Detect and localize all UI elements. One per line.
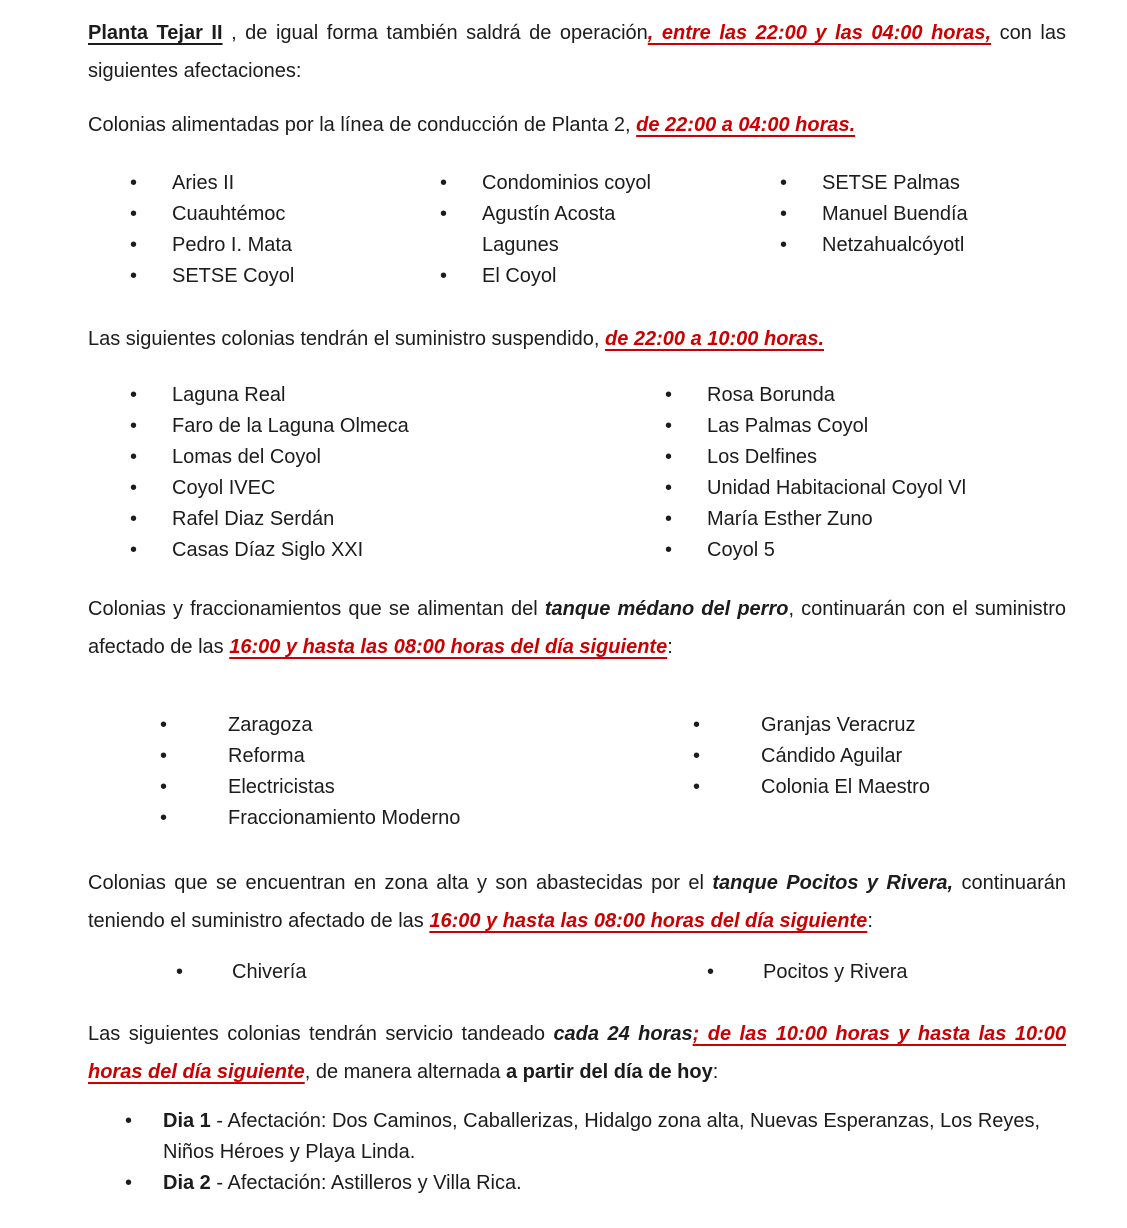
bullet-list-medano-colonias [160, 710, 1066, 834]
colonia-name: Lomas del Coyol [172, 446, 321, 468]
tandeado-text-mid: , de manera alternada [304, 1061, 506, 1083]
intro-time-range: , entre las 22:00 y las 04:00 horas, [647, 22, 992, 44]
bullet-icon: • [440, 265, 448, 287]
linea-text: Colonias alimentadas por la línea de conducción de Planta 2, [88, 114, 637, 136]
bullet-icon: • [176, 961, 184, 983]
bullet-icon: • [160, 745, 168, 767]
list2-column-1 [130, 380, 665, 566]
tandeado-start-note: a partir del día de hoy [505, 1061, 713, 1083]
list-item [160, 710, 693, 741]
list3-column-2 [693, 710, 1066, 803]
list-item [130, 230, 440, 261]
day-colonias: - Afectación: Dos Caminos, Caballerizas, Hidalgo zona alta, Nuevas Esperanzas, Los Reyes, Niños Héroes y Playa Linda. [163, 1110, 1041, 1163]
intro-text-tail: con las siguientes afectaciones: [88, 22, 1066, 82]
paragraph-intro [88, 14, 1066, 90]
colonia-name: Manuel Buendía [822, 203, 968, 225]
colonia-name: Rosa Borunda [707, 384, 835, 406]
colonia-name: Cuauhtémoc [172, 203, 286, 225]
plant-name-heading: Planta Tejar II [88, 22, 223, 44]
list-item [665, 380, 1066, 411]
paragraph-suministro-suspendido [88, 320, 1066, 358]
bullet-icon: • [130, 508, 138, 530]
list-item [665, 504, 1066, 535]
colonia-name: Pocitos y Rivera [763, 961, 908, 983]
colonia-name: Granjas Veracruz [761, 714, 916, 736]
tandeado-time-range: ; de las 10:00 horas y hasta las 10:00 horas del día siguiente [88, 1023, 1066, 1083]
bullet-list-planta2-colonias [130, 168, 1066, 292]
colonia-name: Chivería [232, 961, 307, 983]
list-item [176, 957, 707, 988]
bullet-icon: • [707, 961, 715, 983]
day-colonias: - Afectación: Astilleros y Villa Rica. [210, 1172, 522, 1194]
list-item [440, 168, 780, 199]
bullet-list-dias [125, 1106, 1066, 1199]
list-item [160, 772, 693, 803]
list-item [780, 199, 1066, 230]
colonia-name: Coyol IVEC [172, 477, 276, 499]
bullet-list-suspendido-colonias [130, 380, 1066, 566]
list-item [780, 168, 1066, 199]
bullet-icon: • [130, 384, 138, 406]
bullet-icon: • [665, 415, 673, 437]
list-item [160, 803, 693, 834]
colonia-name: Rafel Diaz Serdán [172, 508, 335, 530]
list-item [665, 442, 1066, 473]
list-item [665, 473, 1066, 504]
list3-column-1 [160, 710, 693, 834]
bullet-icon: • [665, 477, 673, 499]
list-item [130, 380, 665, 411]
colonia-name: Colonia El Maestro [761, 776, 930, 798]
list1-column-2 [440, 168, 780, 292]
day-label: Dia 2 [163, 1172, 211, 1194]
medano-colon: : [667, 636, 673, 658]
medano-text: Colonias y fraccionamientos que se alimentan del [88, 598, 545, 620]
list4-column-2 [707, 957, 1066, 988]
colonia-name: Unidad Habitacional Coyol Vl [707, 477, 967, 499]
colonia-name: Faro de la Laguna Olmeca [172, 415, 409, 437]
pocitos-text: Colonias que se encuentran en zona alta y son abastecidas por el [88, 872, 713, 894]
list-item [130, 473, 665, 504]
list-item [130, 535, 665, 566]
colonia-name: Pedro I. Mata [172, 234, 293, 256]
bullet-icon: • [160, 807, 168, 829]
bullet-icon: • [160, 776, 168, 798]
colonia-name: Netzahualcóyotl [822, 234, 965, 256]
bullet-icon: • [130, 172, 138, 194]
medano-text-mid: , continuarán con el suministro afectado de las [88, 598, 1066, 658]
day-list-item [125, 1168, 1066, 1199]
list1-column-1 [130, 168, 440, 292]
pocitos-colon: : [867, 910, 873, 932]
colonia-name: Laguna Real [172, 384, 286, 406]
paragraph-tanque-medano [88, 590, 1066, 666]
colonia-name: Casas Díaz Siglo XXI [172, 539, 364, 561]
bullet-icon: • [130, 539, 138, 561]
day-affectation [163, 1168, 522, 1199]
list-item [665, 411, 1066, 442]
bullet-icon: • [125, 1110, 133, 1132]
bullet-icon: • [130, 446, 138, 468]
list-item [130, 168, 440, 199]
colonia-name: SETSE Coyol [172, 265, 295, 287]
list-item [160, 741, 693, 772]
list1-column-3 [780, 168, 1066, 261]
list-item [440, 199, 780, 261]
day-affectation [163, 1106, 1066, 1168]
bullet-icon: • [665, 508, 673, 530]
colonia-name: Cándido Aguilar [761, 745, 903, 767]
bullet-icon: • [780, 172, 788, 194]
medano-time-range: 16:00 y hasta las 08:00 horas del día siguiente [229, 636, 668, 658]
bullet-icon: • [130, 234, 138, 256]
list2-column-2 [665, 380, 1066, 566]
colonia-name: El Coyol [482, 265, 557, 287]
bullet-icon: • [130, 203, 138, 225]
bullet-icon: • [440, 203, 448, 225]
colonia-name: Agustín Acosta Lagunes [482, 203, 616, 256]
colonia-name: Reforma [228, 745, 305, 767]
linea-time-range: de 22:00 a 04:00 horas. [636, 114, 856, 136]
colonia-name: Zaragoza [228, 714, 313, 736]
list-item [130, 261, 440, 292]
list4-column-1 [176, 957, 707, 988]
list-item [665, 535, 1066, 566]
pocitos-tank-name: tanque Pocitos y Rivera, [712, 872, 954, 894]
tandeado-colon: : [712, 1061, 719, 1083]
paragraph-linea-conduccion [88, 106, 1066, 144]
list-item [440, 261, 780, 292]
pocitos-text-mid: continuarán teniendo el suministro afectado de las [88, 872, 1067, 932]
suspendido-time-range: de 22:00 a 10:00 horas. [604, 328, 824, 350]
bullet-icon: • [130, 415, 138, 437]
bullet-icon: • [665, 539, 673, 561]
colonia-name: SETSE Palmas [822, 172, 960, 194]
paragraph-tanque-pocitos [88, 864, 1066, 940]
day-list-item [125, 1106, 1066, 1168]
list-item [130, 442, 665, 473]
pocitos-time-range: 16:00 y hasta las 08:00 horas del día siguiente [429, 910, 868, 932]
list-item [130, 504, 665, 535]
bullet-icon: • [665, 446, 673, 468]
colonia-name: Aries II [172, 172, 235, 194]
bullet-icon: • [130, 265, 138, 287]
bullet-list-pocitos-colonias [176, 957, 1066, 988]
colonia-name: Las Palmas Coyol [707, 415, 869, 437]
paragraph-servicio-tandeado [88, 1015, 1066, 1091]
bullet-icon: • [125, 1172, 133, 1194]
bullet-icon: • [693, 776, 701, 798]
list-item [130, 411, 665, 442]
list-item [693, 710, 1066, 741]
list-item [780, 230, 1066, 261]
colonia-name: Electricistas [228, 776, 335, 798]
bullet-icon: • [160, 714, 168, 736]
colonia-name: María Esther Zuno [707, 508, 873, 530]
day-label: Dia 1 [163, 1110, 211, 1132]
colonia-name: Los Delfines [707, 446, 818, 468]
tandeado-text: Las siguientes colonias tendrán servicio tandeado [88, 1023, 554, 1045]
bullet-icon: • [780, 203, 788, 225]
bullet-icon: • [693, 714, 701, 736]
medano-tank-name: tanque médano del perro [544, 598, 789, 620]
colonia-name: Coyol 5 [707, 539, 775, 561]
list-item [130, 199, 440, 230]
list-item [693, 772, 1066, 803]
bullet-icon: • [440, 172, 448, 194]
colonia-name: Fraccionamiento Moderno [228, 807, 461, 829]
intro-text: , de igual forma también saldrá de operación [222, 22, 648, 44]
bullet-icon: • [780, 234, 788, 256]
suspendido-text: Las siguientes colonias tendrán el suministro suspendido, [88, 328, 605, 350]
colonia-name: Condominios coyol [482, 172, 651, 194]
bullet-icon: • [665, 384, 673, 406]
list-item [707, 957, 1066, 988]
bullet-icon: • [130, 477, 138, 499]
bullet-icon: • [693, 745, 701, 767]
tandeado-frequency: cada 24 horas [553, 1023, 693, 1045]
list-item [693, 741, 1066, 772]
